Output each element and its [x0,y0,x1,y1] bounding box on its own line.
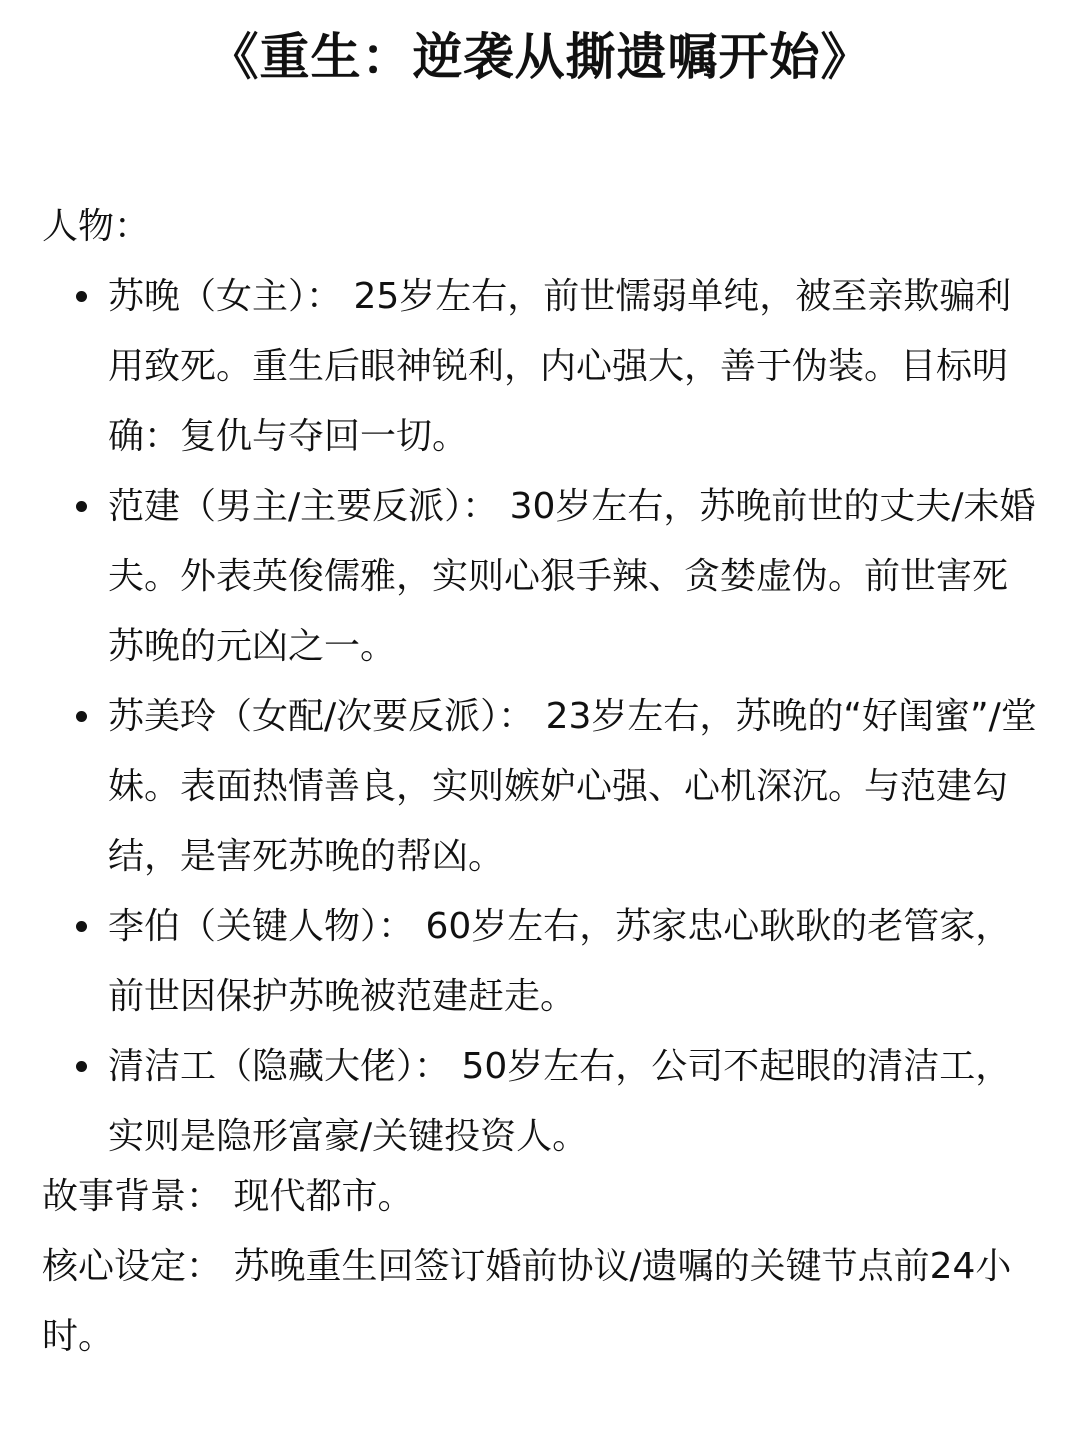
character-text: 清洁工（隐藏大佬）： 50岁左右，公司不起眼的清洁工，实则是隐形富豪/关键投资人。 [108,1046,1012,1157]
character-item-su-wan [0,262,1080,472]
character-item-su-meiling [0,682,1080,892]
core-setting: 核心设定： 苏晚重生回签订婚前协议/遗嘱的关键节点前24小时。 [42,1246,1012,1357]
character-item-cleaner [0,1032,1080,1172]
character-text: 李伯（关键人物）： 60岁左右，苏家忠心耿耿的老管家，前世因保护苏晚被范建赶走。 [108,906,1012,1017]
character-list [0,262,1080,1172]
bullet-icon [76,921,87,932]
document-title: 《重生：逆袭从撕遗嘱开始》 [208,28,872,86]
bullet-icon [76,291,87,302]
story-background: 故事背景： 现代都市。 [42,1176,414,1217]
character-text: 范建（男主/主要反派）： 30岁左右，苏晚前世的丈夫/未婚夫。外表英俊儒雅，实则心狠手辣、贪婪虚伪。前世害死苏晚的元凶之一。 [108,486,1036,667]
character-text: 苏美玲（女配/次要反派）： 23岁左右，苏晚的“好闺蜜”/堂妹。表面热情善良，实则嫉妒心强、心机深沉。与范建勾结，是害死苏晚的帮凶。 [108,696,1037,877]
character-item-fan-jian [0,472,1080,682]
character-item-li-bo [0,892,1080,1032]
character-text: 苏晚（女主）： 25岁左右，前世懦弱单纯，被至亲欺骗利用致死。重生后眼神锐利，内心强大，善于伪装。目标明确：复仇与夺回一切。 [108,276,1012,457]
bullet-icon [76,711,87,722]
bullet-icon [76,501,87,512]
bullet-icon [76,1061,87,1072]
characters-label: 人物： [42,206,151,247]
